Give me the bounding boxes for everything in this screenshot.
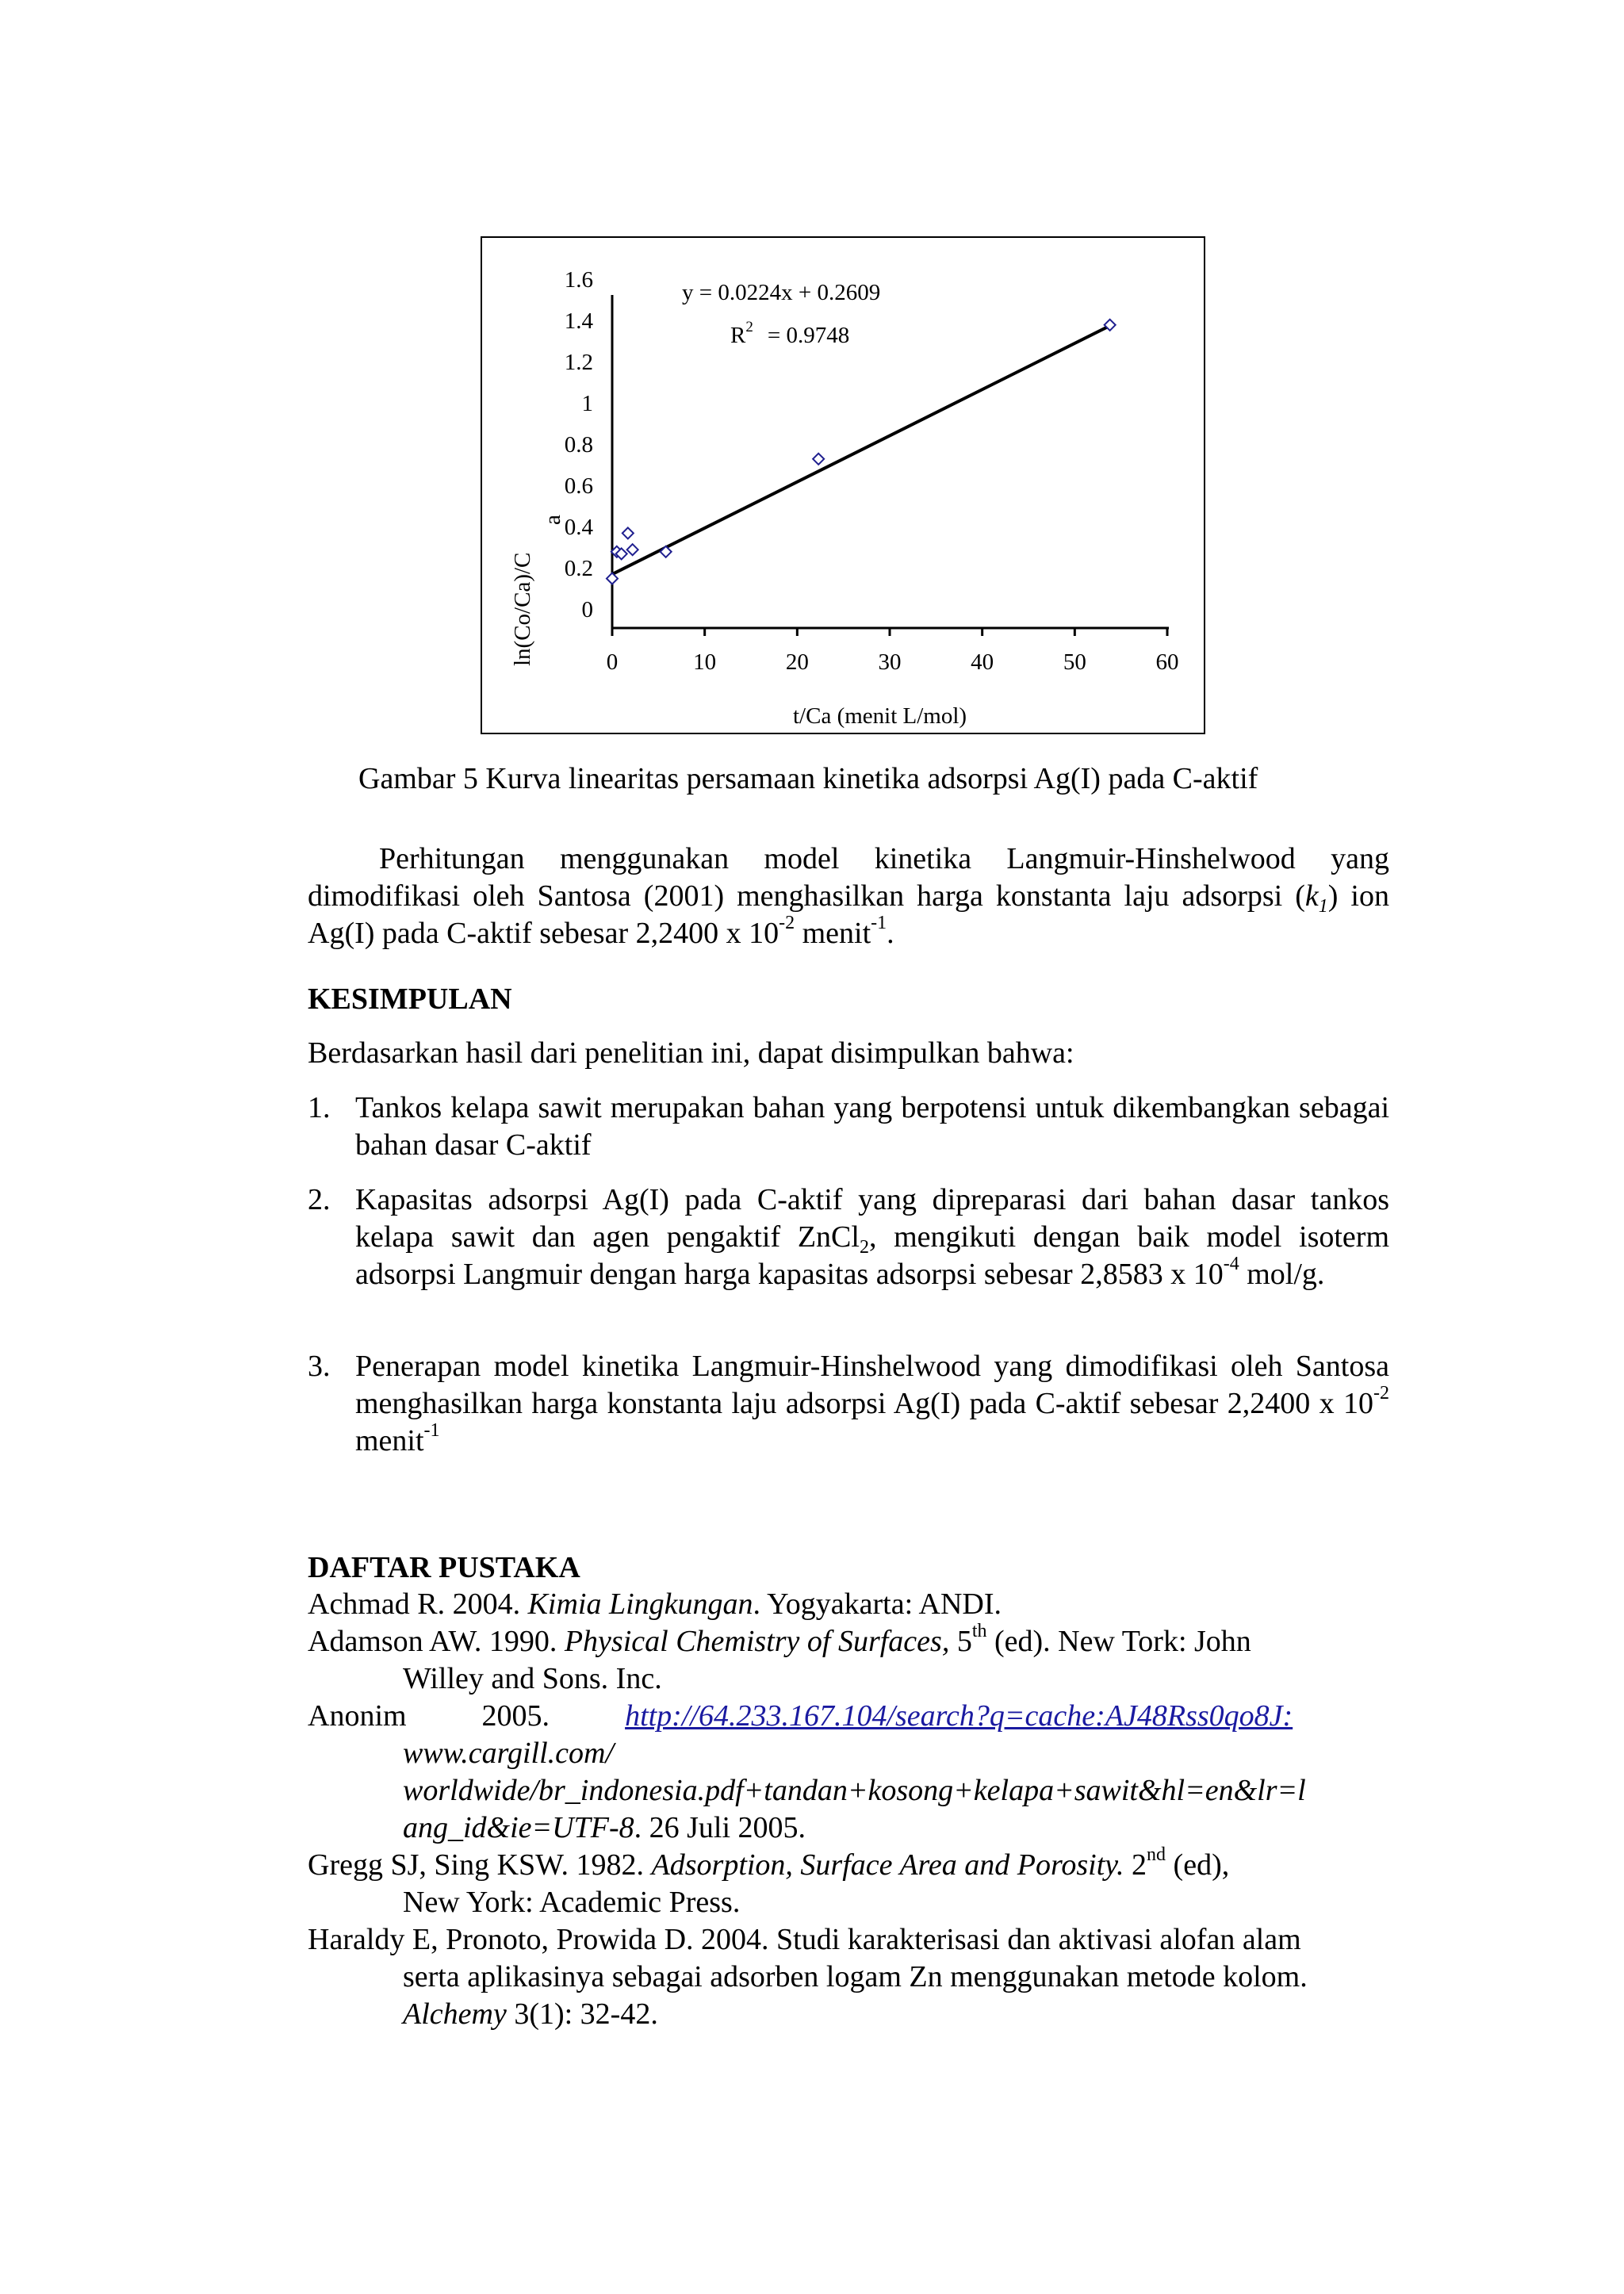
reference-link[interactable]: http://64.233.167.104/search?q=cache:AJ48Rss0qo8J:: [625, 1699, 1293, 1733]
list-text: Tankos kelapa sawit merupakan bahan yang berpotensi untuk dikembangkan sebagai bahan dasar C-aktif: [355, 1091, 1389, 1162]
kinetics-paragraph: Perhitungan menggunakan model kinetika Langmuir-Hinshelwood yang dimodifikasi oleh Santosa (2001) menghasilkan harga konstanta laju adsorpsi $(k_1)$ ion Ag(I) pada C-aktif sebesar 2,2400 x $10^{-2}$ menit$^{-1}$.: [308, 842, 1389, 950]
y-tick-label: 1.6: [564, 267, 593, 293]
trendline: [612, 326, 1110, 574]
reference-achmad: Achmad R. 2004. Kimia Lingkungan. Yogyakarta: ANDI.: [308, 1587, 1002, 1621]
figure-caption: Gambar 5 Kurva linearitas persamaan kinetika adsorpsi Ag(I) pada C-aktif: [358, 762, 1258, 795]
y-tick-label: 1.4: [564, 308, 593, 334]
y-ticks: [565, 267, 594, 622]
reference-gregg: Gregg SJ, Sing KSW. 1982. Adsorption, Surface Area and Porosity. 2nd (ed), New York: Academic Press.: [308, 1844, 1230, 1919]
x-tick-label: 30: [878, 649, 902, 675]
conclusion-heading: KESIMPULAN: [308, 982, 512, 1016]
y-tick-label: 0.8: [564, 432, 593, 458]
x-tick-label: 0: [606, 649, 619, 675]
y-tick-label: 0.6: [564, 473, 593, 499]
x-tick-label: 60: [1155, 649, 1179, 675]
x-axis-title: t/Ca (menit L/mol): [793, 703, 967, 729]
data-point: [627, 544, 638, 555]
x-tick-label: 40: [971, 649, 994, 675]
conclusion-item-3: [308, 1348, 1389, 1460]
y-tick-label: 0: [581, 597, 593, 622]
references-heading: DAFTAR PUSTAKA: [308, 1551, 580, 1584]
reference-anonim: Anonim 2005. http://64.233.167.104/search?q=cache:AJ48Rss0qo8J: www.cargill.com/ worldwide/br_indonesia.pdf+tandan+kosong+kelapa+sawit&hl=en&lr=l ang_id&ie=UTF-8. 26 Juli 2005.: [308, 1699, 1306, 1844]
trendline-equation: y = 0.0224x + 0.2609: [682, 280, 881, 305]
chart-svg: [482, 238, 1204, 733]
y-axis-title: ln(Co/Ca)/C: [510, 552, 535, 666]
reference-haraldy: Haraldy E, Pronoto, Prowida D. 2004. Studi karakterisasi dan aktivasi alofan alam serta aplikasinya sebagai adsorben logam Zn menggunakan metode kolom. Alchemy 3(1): 32-42.: [308, 1923, 1308, 2031]
list-number: 1.: [308, 1091, 331, 1124]
list-text: Kapasitas adsorpsi Ag(I) pada C-aktif yang dipreparasi dari bahan dasar tankos kelapa sawit dan agen pengaktif ZnCl$_2$, mengikuti dengan baik model isoterm adsorpsi Langmuir dengan harga kapasitas adsorpsi sebesar 2,8583 x $10^{-4}$ mol/g.: [355, 1183, 1389, 1291]
y-tick-label: 1: [581, 391, 593, 416]
conclusion-item-1: [308, 1090, 1389, 1164]
r-squared-label: $R^2 = 0.9748$: [730, 319, 850, 348]
data-point: [813, 454, 824, 465]
y-tick-label: 0.2: [564, 556, 593, 581]
y-axis-title-sub: a: [540, 515, 565, 525]
y-tick-label: 1.2: [564, 350, 593, 375]
list-number: 3.: [308, 1350, 331, 1383]
data-point: [607, 573, 618, 584]
figure-chart: [481, 236, 1205, 734]
reference-adamson: Adamson AW. 1990. Physical Chemistry of Surfaces, 5th (ed). New Tork: John Willey and Sons. Inc.: [308, 1621, 1251, 1695]
conclusion-item-2: [308, 1181, 1389, 1293]
data-point: [622, 527, 634, 538]
y-tick-label: 0.4: [564, 515, 593, 540]
x-tick-label: 50: [1063, 649, 1086, 675]
list-number: 2.: [308, 1183, 331, 1216]
x-ticks: [607, 628, 1179, 675]
x-tick-label: 10: [693, 649, 717, 675]
list-text: Penerapan model kinetika Langmuir-Hinshelwood yang dimodifikasi oleh Santosa menghasilkan harga konstanta laju adsorpsi Ag(I) pada C-aktif sebesar 2,2400 x $10^{-2}$ menit$^{-1}$: [355, 1350, 1389, 1457]
conclusion-intro: Berdasarkan hasil dari penelitian ini, dapat disimpulkan bahwa:: [308, 1036, 1074, 1070]
x-tick-label: 20: [785, 649, 809, 675]
